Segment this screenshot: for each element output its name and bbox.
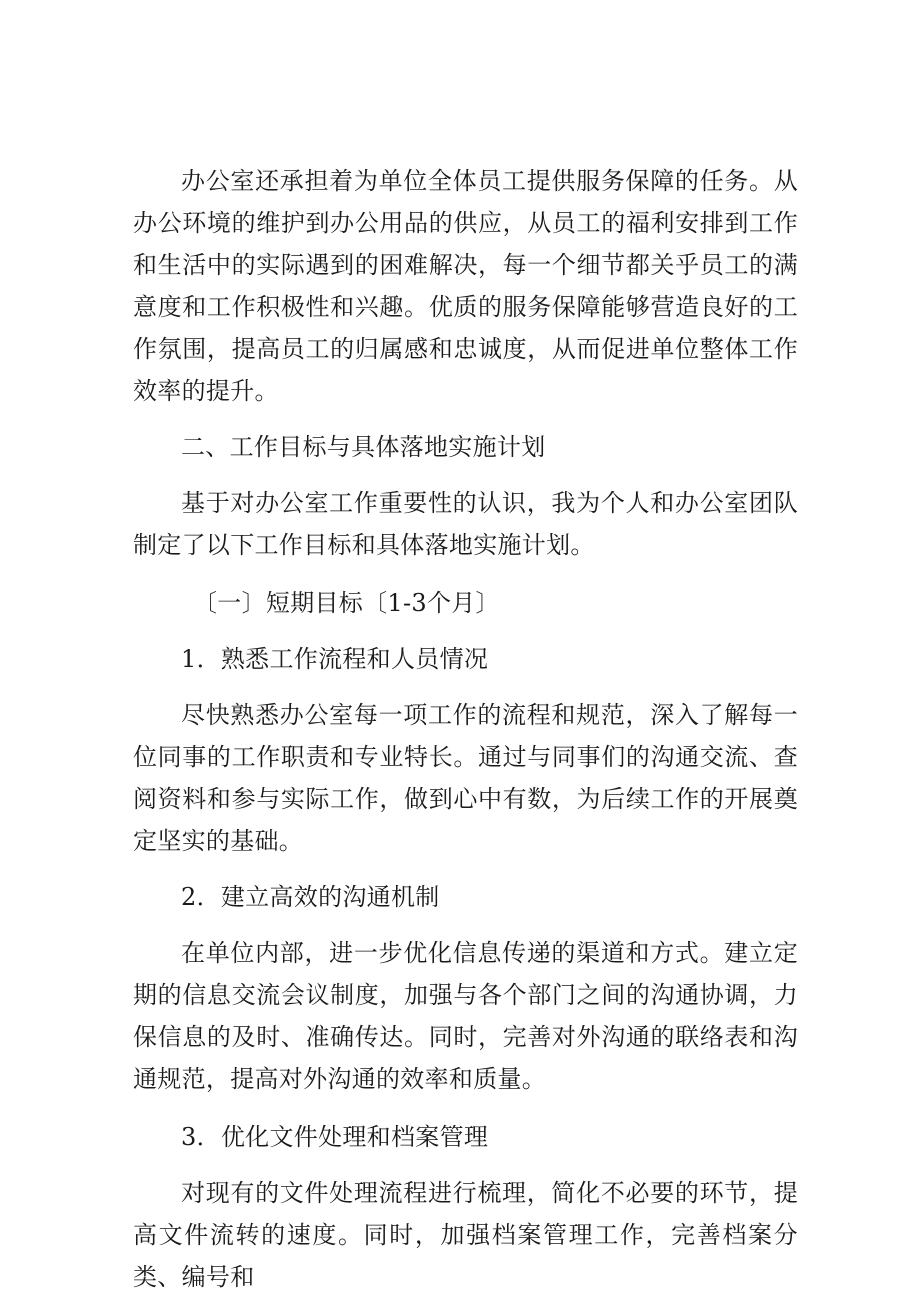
item-heading-2: 2．建立高效的沟通机制 xyxy=(181,883,440,911)
paragraph-item-3: 对现有的文件处理流程进行梳理，简化不必要的环节，提高文件流转的速度。同时，加强档案管理工作，完善档案分类、编号和 xyxy=(133,1179,798,1291)
section-heading-goals: 二、工作目标与具体落地实施计划 xyxy=(181,433,546,461)
paragraph-service-support: 办公室还承担着为单位全体员工提供服务保障的任务。从办公环境的维护到办公用品的供应，从员工的福利安排到工作和生活中的实际遇到的困难解决，每一个细节都关乎员工的满意度和工作积极性和兴趣。优质的服务保障能够营造良好的工作氛围，提高员工的归属感和忠诚度，从而促进单位整体工作效率的提升。 xyxy=(133,167,798,405)
paragraph-goals-intro: 基于对办公室工作重要性的认识，我为个人和办公室团队制定了以下工作目标和具体落地实施计划。 xyxy=(133,489,798,559)
subsection-heading-short-term: 〔一〕短期目标〔1-3个月〕 xyxy=(193,589,500,617)
item-heading-3: 3．优化文件处理和档案管理 xyxy=(181,1123,489,1151)
paragraph-item-1: 尽快熟悉办公室每一项工作的流程和规范，深入了解每一位同事的工作职责和专业特长。通过与同事们的沟通交流、查阅资料和参与实际工作，做到心中有数，为后续工作的开展奠定坚实的基础。 xyxy=(133,701,798,855)
paragraph-item-2: 在单位内部，进一步优化信息传递的渠道和方式。建立定期的信息交流会议制度，加强与各个部门之间的沟通协调，力保信息的及时、准确传达。同时，完善对外沟通的联络表和沟通规范，提高对外沟通的效率和质量。 xyxy=(133,939,798,1093)
item-heading-1: 1．熟悉工作流程和人员情况 xyxy=(181,645,489,673)
document-body xyxy=(133,160,798,1298)
